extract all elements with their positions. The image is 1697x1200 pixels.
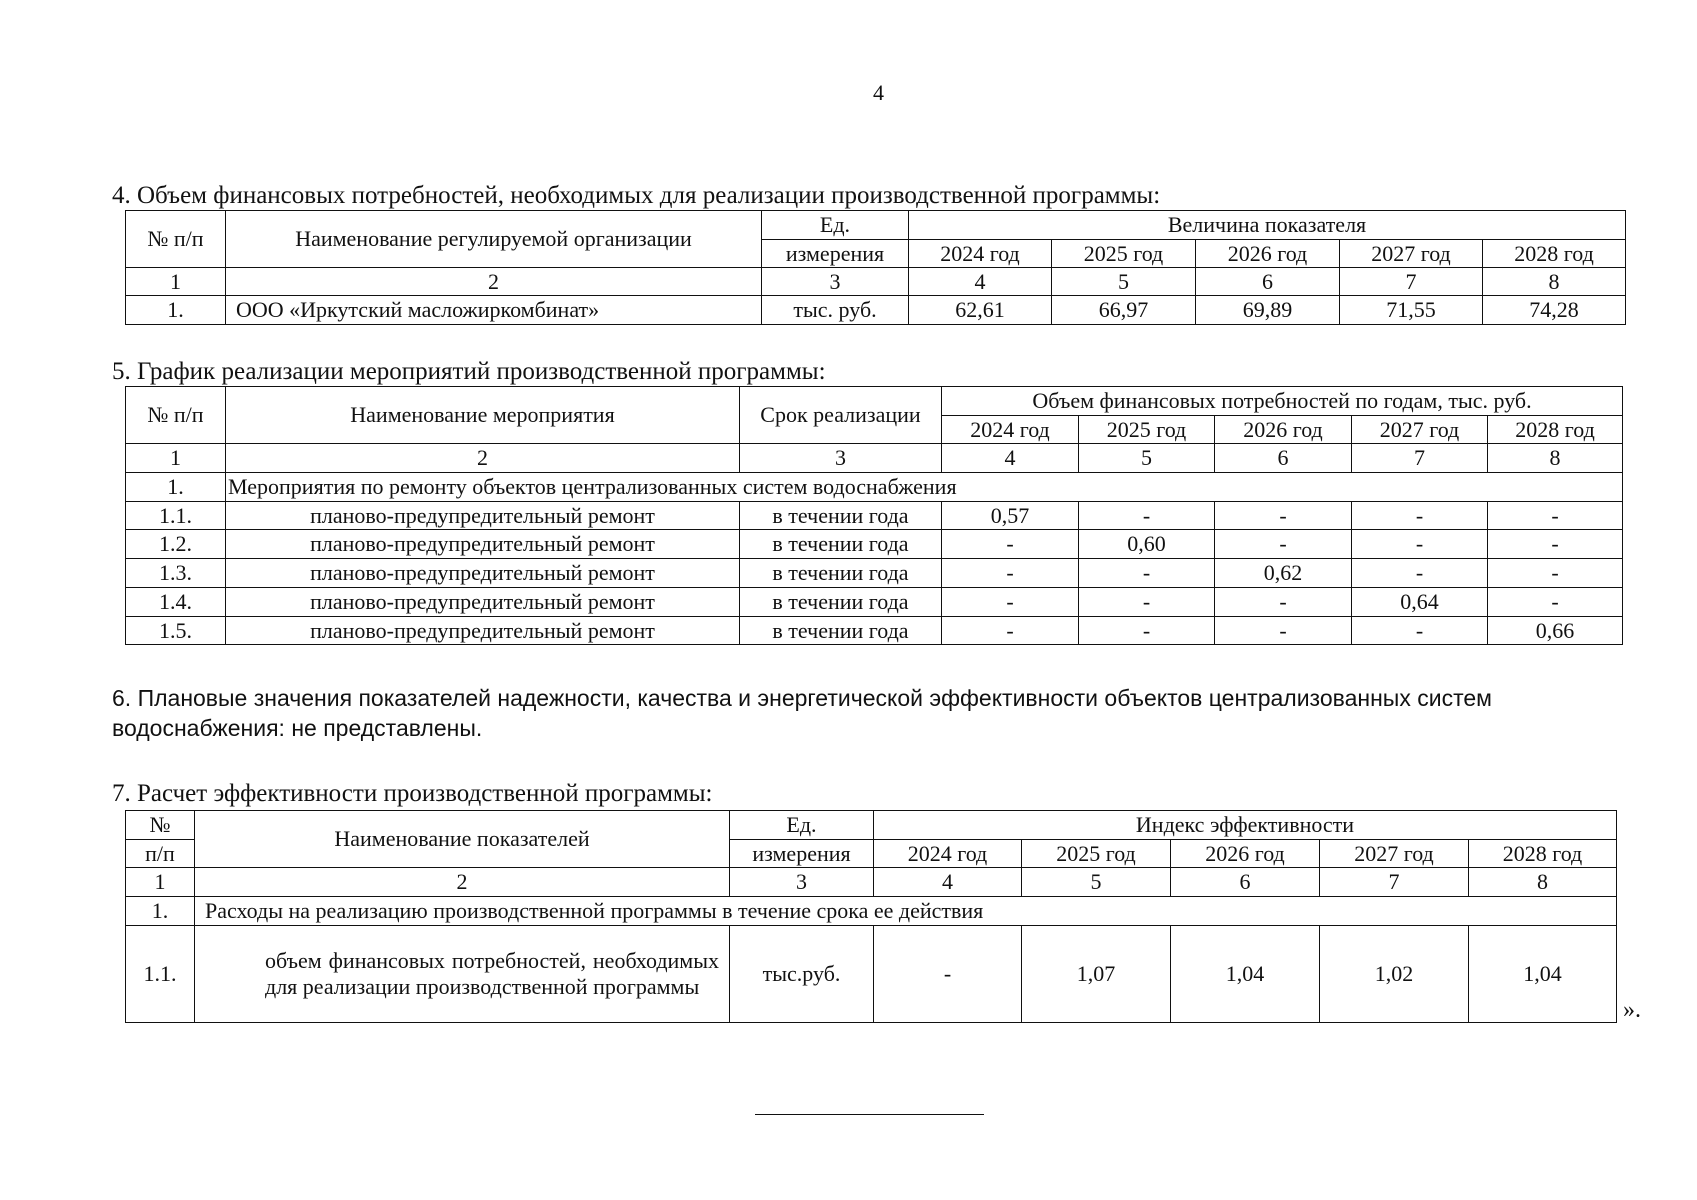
measure-name: планово-предупредительный ремонт (226, 559, 740, 588)
value-cell: - (1352, 559, 1488, 588)
table-row (126, 588, 1623, 617)
col-number: 5 (1052, 268, 1196, 296)
group-title: Расходы на реализацию производственной программы в течение срока ее действия (195, 897, 1617, 926)
value-cell: - (1488, 559, 1623, 588)
header-year: 2024 год (942, 416, 1079, 444)
value-cell: - (1215, 502, 1352, 530)
header-org: Наименование регулируемой организации (226, 211, 762, 268)
row-num: 1.1. (126, 926, 195, 1023)
value-cell: 0,60 (1079, 530, 1215, 559)
header-unit-line1: Ед. (762, 211, 909, 240)
section-7-title: 7. Расчет эффективности производственной программы: (112, 780, 713, 807)
col-number: 6 (1196, 268, 1340, 296)
value-cell: 1,02 (1320, 926, 1469, 1023)
header-unit-line1: Ед. (730, 811, 874, 840)
header-num: № п/п (126, 387, 226, 444)
value-cell: - (1488, 502, 1623, 530)
row-num: 1.5. (126, 617, 226, 645)
column-number-row (126, 868, 1617, 897)
row-num: 1.1. (126, 502, 226, 530)
header-name: Наименование мероприятия (226, 387, 740, 444)
indicator-name: объем финансовых потребностей, необходимых для реализации производственной программы (195, 926, 730, 1023)
section-4-title: 4. Объем финансовых потребностей, необходимых для реализации производственной программы: (112, 182, 1161, 209)
value-cell: 0,57 (942, 502, 1079, 530)
header-year: 2026 год (1215, 416, 1352, 444)
col-number: 6 (1171, 868, 1320, 897)
col-number: 4 (942, 444, 1079, 473)
term: в течении года (740, 617, 942, 645)
header-year: 2028 год (1469, 840, 1617, 868)
col-number: 5 (1079, 444, 1215, 473)
header-year: 2027 год (1352, 416, 1488, 444)
table-row (126, 559, 1623, 588)
value-cell: - (1215, 530, 1352, 559)
header-year: 2024 год (874, 840, 1022, 868)
header-num: № п/п (126, 211, 226, 268)
efficiency-table (125, 810, 1617, 1023)
section-6-text: 6. Плановые значения показателей надежности, качества и энергетической эффективности объектов централизованных систем водоснабжения: не представлены. (112, 685, 1492, 741)
value-cell: - (1079, 559, 1215, 588)
table-row (126, 617, 1623, 645)
value-cell: - (942, 530, 1079, 559)
term: в течении года (740, 530, 942, 559)
measure-name: планово-предупредительный ремонт (226, 617, 740, 645)
value-cell: - (1215, 617, 1352, 645)
value-cell: 66,97 (1052, 296, 1196, 325)
unit: тыс. руб. (762, 296, 909, 325)
header-num-line1: № (126, 811, 195, 840)
value-cell: - (1079, 502, 1215, 530)
value-cell: - (1079, 617, 1215, 645)
table-row (126, 296, 1626, 325)
header-year: 2024 год (909, 240, 1052, 268)
header-num-line2: п/п (126, 840, 195, 868)
term: в течении года (740, 588, 942, 617)
header-year: 2028 год (1488, 416, 1623, 444)
col-number: 5 (1022, 868, 1171, 897)
section-5-title: 5. График реализации мероприятий производственной программы: (112, 358, 826, 385)
value-cell: 71,55 (1340, 296, 1483, 325)
value-cell: - (1352, 502, 1488, 530)
header-year: 2025 год (1052, 240, 1196, 268)
header-group: Величина показателя (909, 211, 1626, 240)
table-row (126, 530, 1623, 559)
measure-name: планово-предупредительный ремонт (226, 502, 740, 530)
value-cell: 1,04 (1469, 926, 1617, 1023)
header-year: 2025 год (1022, 840, 1171, 868)
value-cell: - (1079, 588, 1215, 617)
col-number: 3 (762, 268, 909, 296)
table-row (126, 926, 1617, 1023)
measure-name: планово-предупредительный ремонт (226, 530, 740, 559)
value-cell: 1,04 (1171, 926, 1320, 1023)
value-cell: - (1352, 617, 1488, 645)
header-name: Наименование показателей (195, 811, 730, 868)
col-number: 8 (1469, 868, 1617, 897)
value-cell: 0,64 (1352, 588, 1488, 617)
col-number: 2 (195, 868, 730, 897)
column-number-row (126, 268, 1626, 296)
header-year: 2028 год (1483, 240, 1626, 268)
header-group: Объем финансовых потребностей по годам, тыс. руб. (942, 387, 1623, 416)
header-group: Индекс эффективности (874, 811, 1617, 840)
org-name: ООО «Иркутский масложиркомбинат» (226, 296, 762, 325)
value-cell: - (942, 617, 1079, 645)
value-cell: - (1215, 588, 1352, 617)
unit: тыс.руб. (730, 926, 874, 1023)
header-year: 2026 год (1171, 840, 1320, 868)
value-cell: 74,28 (1483, 296, 1626, 325)
col-number: 8 (1483, 268, 1626, 296)
group-num: 1. (126, 473, 226, 502)
col-number: 7 (1352, 444, 1488, 473)
measure-name: планово-предупредительный ремонт (226, 588, 740, 617)
header-unit-line2: измерения (730, 840, 874, 868)
financial-needs-table (125, 210, 1626, 325)
col-number: 2 (226, 268, 762, 296)
header-year: 2026 год (1196, 240, 1340, 268)
value-cell: 0,62 (1215, 559, 1352, 588)
row-num: 1.2. (126, 530, 226, 559)
value-cell: 62,61 (909, 296, 1052, 325)
schedule-table (125, 386, 1623, 645)
value-cell: - (1352, 530, 1488, 559)
col-number: 2 (226, 444, 740, 473)
value-cell: - (874, 926, 1022, 1023)
column-number-row (126, 444, 1623, 473)
value-cell: - (942, 588, 1079, 617)
group-row (126, 897, 1617, 926)
value-cell: - (1488, 588, 1623, 617)
group-row (126, 473, 1623, 502)
header-year: 2025 год (1079, 416, 1215, 444)
closing-quote: ». (1623, 997, 1641, 1023)
term: в течении года (740, 559, 942, 588)
page-number: 4 (873, 80, 884, 105)
col-number: 4 (909, 268, 1052, 296)
col-number: 8 (1488, 444, 1623, 473)
col-number: 3 (740, 444, 942, 473)
group-title: Мероприятия по ремонту объектов централизованных систем водоснабжения (226, 473, 1623, 502)
col-number: 7 (1320, 868, 1469, 897)
value-cell: - (942, 559, 1079, 588)
row-num: 1. (126, 296, 226, 325)
header-term: Срок реализации (740, 387, 942, 444)
value-cell: 0,66 (1488, 617, 1623, 645)
col-number: 7 (1340, 268, 1483, 296)
row-num: 1.4. (126, 588, 226, 617)
header-year: 2027 год (1340, 240, 1483, 268)
term: в течении года (740, 502, 942, 530)
row-num: 1.3. (126, 559, 226, 588)
header-year: 2027 год (1320, 840, 1469, 868)
group-num: 1. (126, 897, 195, 926)
col-number: 4 (874, 868, 1022, 897)
col-number: 1 (126, 868, 195, 897)
col-number: 3 (730, 868, 874, 897)
table-row (126, 502, 1623, 530)
col-number: 1 (126, 444, 226, 473)
col-number: 1 (126, 268, 226, 296)
value-cell: 1,07 (1022, 926, 1171, 1023)
value-cell: - (1488, 530, 1623, 559)
value-cell: 69,89 (1196, 296, 1340, 325)
header-unit-line2: измерения (762, 240, 909, 268)
closing-divider (755, 1114, 984, 1115)
col-number: 6 (1215, 444, 1352, 473)
